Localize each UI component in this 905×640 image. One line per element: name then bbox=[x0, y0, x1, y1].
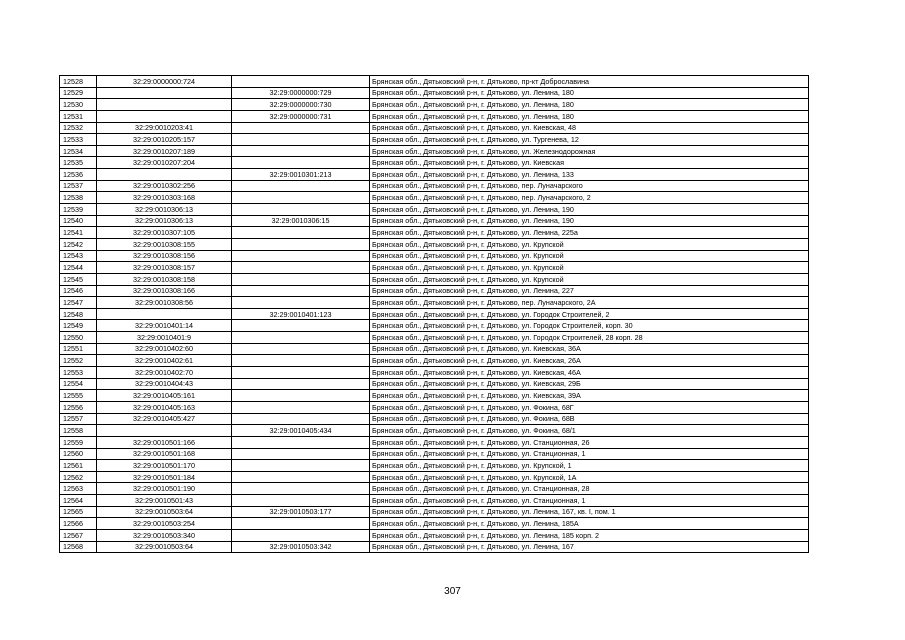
table-row bbox=[60, 250, 809, 262]
related-cadastral-number-cell bbox=[232, 518, 370, 530]
related-cadastral-number-cell bbox=[232, 180, 370, 192]
row-number-cell: 12568 bbox=[60, 541, 97, 553]
table-row bbox=[60, 425, 809, 437]
related-cadastral-number-cell bbox=[232, 320, 370, 332]
row-number-cell: 12548 bbox=[60, 308, 97, 320]
table-row bbox=[60, 483, 809, 495]
related-cadastral-number-cell: 32:29:0010301:213 bbox=[232, 169, 370, 181]
cadastral-number-cell: 32:29:0010308:158 bbox=[97, 273, 232, 285]
address-cell: Брянская обл., Дятьковский р-н, г. Дятьково, ул. Крупской, 1 bbox=[370, 460, 809, 472]
address-cell: Брянская обл., Дятьковский р-н, г. Дятьково, ул. Ленина, 167 bbox=[370, 541, 809, 553]
address-cell: Брянская обл., Дятьковский р-н, г. Дятьково, ул. Киевская, 29Б bbox=[370, 378, 809, 390]
row-number-cell: 12529 bbox=[60, 87, 97, 99]
cadastral-number-cell: 32:29:0010402:70 bbox=[97, 367, 232, 379]
table-row bbox=[60, 134, 809, 146]
address-cell: Брянская обл., Дятьковский р-н, г. Дятьково, ул. Киевская, 46А bbox=[370, 367, 809, 379]
cadastral-number-cell: 32:29:0010503:254 bbox=[97, 518, 232, 530]
cadastral-number-cell: 32:29:0010307:105 bbox=[97, 227, 232, 239]
row-number-cell: 12530 bbox=[60, 99, 97, 111]
related-cadastral-number-cell bbox=[232, 378, 370, 390]
address-cell: Брянская обл., Дятьковский р-н, г. Дятьково, ул. Ленина, 190 bbox=[370, 204, 809, 216]
row-number-cell: 12560 bbox=[60, 448, 97, 460]
table-row bbox=[60, 413, 809, 425]
table-row bbox=[60, 262, 809, 274]
related-cadastral-number-cell: 32:29:0010401:123 bbox=[232, 308, 370, 320]
cadastral-number-cell bbox=[97, 169, 232, 181]
cadastral-number-cell: 32:29:0010308:56 bbox=[97, 297, 232, 309]
related-cadastral-number-cell bbox=[232, 460, 370, 472]
related-cadastral-number-cell bbox=[232, 250, 370, 262]
row-number-cell: 12541 bbox=[60, 227, 97, 239]
row-number-cell: 12552 bbox=[60, 355, 97, 367]
address-cell: Брянская обл., Дятьковский р-н, г. Дятьково, ул. Ленина, 167, кв. I, пом. 1 bbox=[370, 506, 809, 518]
address-cell: Брянская обл., Дятьковский р-н, г. Дятьково, пер. Луначарского, 2 bbox=[370, 192, 809, 204]
address-cell: Брянская обл., Дятьковский р-н, г. Дятьково, ул. Городок Строителей, 28 корп. 28 bbox=[370, 332, 809, 344]
cadastral-number-cell: 32:29:0010402:61 bbox=[97, 355, 232, 367]
row-number-cell: 12558 bbox=[60, 425, 97, 437]
cadastral-number-cell: 32:29:0010501:170 bbox=[97, 460, 232, 472]
table-row bbox=[60, 471, 809, 483]
table-row bbox=[60, 273, 809, 285]
related-cadastral-number-cell: 32:29:0010405:434 bbox=[232, 425, 370, 437]
row-number-cell: 12564 bbox=[60, 495, 97, 507]
related-cadastral-number-cell: 32:29:0010503:177 bbox=[232, 506, 370, 518]
related-cadastral-number-cell bbox=[232, 238, 370, 250]
address-cell: Брянская обл., Дятьковский р-н, г. Дятьково, ул. Ленина, 227 bbox=[370, 285, 809, 297]
address-cell: Брянская обл., Дятьковский р-н, г. Дятьково, ул. Киевская, 36А bbox=[370, 343, 809, 355]
cadastral-number-cell: 32:29:0010501:190 bbox=[97, 483, 232, 495]
related-cadastral-number-cell bbox=[232, 262, 370, 274]
row-number-cell: 12546 bbox=[60, 285, 97, 297]
table-row bbox=[60, 541, 809, 553]
table-row bbox=[60, 436, 809, 448]
cadastral-number-cell: 32:29:0010306:13 bbox=[97, 204, 232, 216]
cadastral-number-cell: 32:29:0010308:157 bbox=[97, 262, 232, 274]
row-number-cell: 12545 bbox=[60, 273, 97, 285]
related-cadastral-number-cell bbox=[232, 285, 370, 297]
row-number-cell: 12559 bbox=[60, 436, 97, 448]
table-row bbox=[60, 157, 809, 169]
related-cadastral-number-cell bbox=[232, 367, 370, 379]
row-number-cell: 12528 bbox=[60, 76, 97, 88]
address-cell: Брянская обл., Дятьковский р-н, г. Дятьково, ул. Фокина, 68/1 bbox=[370, 425, 809, 437]
row-number-cell: 12535 bbox=[60, 157, 97, 169]
cadastral-number-cell: 32:29:0010308:156 bbox=[97, 250, 232, 262]
table-row bbox=[60, 460, 809, 472]
row-number-cell: 12536 bbox=[60, 169, 97, 181]
address-cell: Брянская обл., Дятьковский р-н, г. Дятьково, ул. Станционная, 1 bbox=[370, 495, 809, 507]
related-cadastral-number-cell bbox=[232, 529, 370, 541]
table-row bbox=[60, 343, 809, 355]
cadastral-number-cell bbox=[97, 87, 232, 99]
row-number-cell: 12567 bbox=[60, 529, 97, 541]
row-number-cell: 12539 bbox=[60, 204, 97, 216]
related-cadastral-number-cell bbox=[232, 227, 370, 239]
address-cell: Брянская обл., Дятьковский р-н, г. Дятьково, ул. Киевская, 39А bbox=[370, 390, 809, 402]
row-number-cell: 12555 bbox=[60, 390, 97, 402]
table-row bbox=[60, 192, 809, 204]
row-number-cell: 12537 bbox=[60, 180, 97, 192]
address-cell: Брянская обл., Дятьковский р-н, г. Дятьково, ул. Крупской bbox=[370, 250, 809, 262]
address-cell: Брянская обл., Дятьковский р-н, г. Дятьково, ул. Ленина, 180 bbox=[370, 99, 809, 111]
table-row bbox=[60, 320, 809, 332]
address-cell: Брянская обл., Дятьковский р-н, г. Дятьково, ул. Крупской bbox=[370, 262, 809, 274]
row-number-cell: 12566 bbox=[60, 518, 97, 530]
related-cadastral-number-cell bbox=[232, 297, 370, 309]
cadastral-number-cell: 32:29:0010401:14 bbox=[97, 320, 232, 332]
cadastral-number-cell: 32:29:0010306:13 bbox=[97, 215, 232, 227]
related-cadastral-number-cell bbox=[232, 204, 370, 216]
address-cell: Брянская обл., Дятьковский р-н, г. Дятьково, ул. Ленина, 225а bbox=[370, 227, 809, 239]
row-number-cell: 12533 bbox=[60, 134, 97, 146]
page-number: 307 bbox=[444, 586, 461, 597]
address-cell: Брянская обл., Дятьковский р-н, г. Дятьково, ул. Городок Строителей, корп. 30 bbox=[370, 320, 809, 332]
related-cadastral-number-cell bbox=[232, 390, 370, 402]
address-cell: Брянская обл., Дятьковский р-н, г. Дятьково, ул. Ленина, 185А bbox=[370, 518, 809, 530]
row-number-cell: 12540 bbox=[60, 215, 97, 227]
related-cadastral-number-cell bbox=[232, 343, 370, 355]
row-number-cell: 12557 bbox=[60, 413, 97, 425]
row-number-cell: 12531 bbox=[60, 110, 97, 122]
row-number-cell: 12543 bbox=[60, 250, 97, 262]
address-cell: Брянская обл., Дятьковский р-н, г. Дятьково, ул. Фокина, 68Г bbox=[370, 401, 809, 413]
related-cadastral-number-cell bbox=[232, 192, 370, 204]
address-cell: Брянская обл., Дятьковский р-н, г. Дятьково, ул. Станционная, 26 bbox=[370, 436, 809, 448]
cadastral-number-cell: 32:29:0010501:43 bbox=[97, 495, 232, 507]
table-body bbox=[60, 76, 809, 553]
row-number-cell: 12554 bbox=[60, 378, 97, 390]
table-row bbox=[60, 110, 809, 122]
address-cell: Брянская обл., Дятьковский р-н, г. Дятьково, ул. Киевская bbox=[370, 157, 809, 169]
table-row bbox=[60, 378, 809, 390]
cadastral-number-cell: 32:29:0010501:184 bbox=[97, 471, 232, 483]
cadastral-number-cell: 32:29:0010503:64 bbox=[97, 541, 232, 553]
address-cell: Брянская обл., Дятьковский р-н, г. Дятьково, пр-кт Доброславина bbox=[370, 76, 809, 88]
row-number-cell: 12553 bbox=[60, 367, 97, 379]
related-cadastral-number-cell: 32:29:0010306:15 bbox=[232, 215, 370, 227]
cadastral-number-cell: 32:29:0010503:340 bbox=[97, 529, 232, 541]
address-cell: Брянская обл., Дятьковский р-н, г. Дятьково, ул. Ленина, 190 bbox=[370, 215, 809, 227]
cadastral-number-cell: 32:29:0010303:168 bbox=[97, 192, 232, 204]
related-cadastral-number-cell bbox=[232, 436, 370, 448]
cadastral-number-cell: 32:29:0010205:157 bbox=[97, 134, 232, 146]
table-row bbox=[60, 401, 809, 413]
table-row bbox=[60, 204, 809, 216]
table-row bbox=[60, 169, 809, 181]
table-row bbox=[60, 390, 809, 402]
related-cadastral-number-cell bbox=[232, 134, 370, 146]
row-number-cell: 12532 bbox=[60, 122, 97, 134]
row-number-cell: 12561 bbox=[60, 460, 97, 472]
cadastral-number-cell: 32:29:0010405:161 bbox=[97, 390, 232, 402]
address-cell: Брянская обл., Дятьковский р-н, г. Дятьково, ул. Крупской, 1А bbox=[370, 471, 809, 483]
cadastral-number-cell bbox=[97, 308, 232, 320]
table-row bbox=[60, 448, 809, 460]
row-number-cell: 12549 bbox=[60, 320, 97, 332]
table-row bbox=[60, 122, 809, 134]
address-cell: Брянская обл., Дятьковский р-н, г. Дятьково, ул. Крупской bbox=[370, 238, 809, 250]
cadastral-number-cell: 32:29:0010401:9 bbox=[97, 332, 232, 344]
row-number-cell: 12551 bbox=[60, 343, 97, 355]
related-cadastral-number-cell: 32:29:0010503:342 bbox=[232, 541, 370, 553]
address-cell: Брянская обл., Дятьковский р-н, г. Дятьково, ул. Ленина, 180 bbox=[370, 87, 809, 99]
table-row bbox=[60, 180, 809, 192]
cadastral-number-cell: 32:29:0010501:166 bbox=[97, 436, 232, 448]
cadastral-number-cell bbox=[97, 99, 232, 111]
table-row bbox=[60, 227, 809, 239]
related-cadastral-number-cell bbox=[232, 483, 370, 495]
related-cadastral-number-cell bbox=[232, 401, 370, 413]
related-cadastral-number-cell: 32:29:0000000:731 bbox=[232, 110, 370, 122]
table-row bbox=[60, 367, 809, 379]
related-cadastral-number-cell bbox=[232, 495, 370, 507]
register-table bbox=[59, 75, 809, 553]
related-cadastral-number-cell bbox=[232, 413, 370, 425]
address-cell: Брянская обл., Дятьковский р-н, г. Дятьково, ул. Железнодорожная bbox=[370, 145, 809, 157]
related-cadastral-number-cell bbox=[232, 157, 370, 169]
cadastral-number-cell bbox=[97, 425, 232, 437]
cadastral-number-cell: 32:29:0010302:256 bbox=[97, 180, 232, 192]
row-number-cell: 12534 bbox=[60, 145, 97, 157]
address-cell: Брянская обл., Дятьковский р-н, г. Дятьково, пер. Луначарского, 2А bbox=[370, 297, 809, 309]
address-cell: Брянская обл., Дятьковский р-н, г. Дятьково, ул. Крупской bbox=[370, 273, 809, 285]
table-row bbox=[60, 332, 809, 344]
row-number-cell: 12556 bbox=[60, 401, 97, 413]
related-cadastral-number-cell bbox=[232, 76, 370, 88]
table-row bbox=[60, 76, 809, 88]
address-cell: Брянская обл., Дятьковский р-н, г. Дятьково, ул. Городок Строителей, 2 bbox=[370, 308, 809, 320]
related-cadastral-number-cell bbox=[232, 332, 370, 344]
row-number-cell: 12538 bbox=[60, 192, 97, 204]
table-row bbox=[60, 506, 809, 518]
address-cell: Брянская обл., Дятьковский р-н, г. Дятьково, ул. Ленина, 133 bbox=[370, 169, 809, 181]
table-row bbox=[60, 145, 809, 157]
table-row bbox=[60, 495, 809, 507]
table-row bbox=[60, 529, 809, 541]
table-row bbox=[60, 215, 809, 227]
cadastral-number-cell: 32:29:0010203:41 bbox=[97, 122, 232, 134]
address-cell: Брянская обл., Дятьковский р-н, г. Дятьково, ул. Ленина, 180 bbox=[370, 110, 809, 122]
cadastral-number-cell: 32:29:0010405:427 bbox=[97, 413, 232, 425]
related-cadastral-number-cell: 32:29:0000000:730 bbox=[232, 99, 370, 111]
table-row bbox=[60, 238, 809, 250]
row-number-cell: 12547 bbox=[60, 297, 97, 309]
address-cell: Брянская обл., Дятьковский р-н, г. Дятьково, ул. Киевская, 26А bbox=[370, 355, 809, 367]
address-cell: Брянская обл., Дятьковский р-н, г. Дятьково, ул. Тургенева, 12 bbox=[370, 134, 809, 146]
table-row bbox=[60, 87, 809, 99]
table-row bbox=[60, 308, 809, 320]
address-cell: Брянская обл., Дятьковский р-н, г. Дятьково, ул. Киевская, 48 bbox=[370, 122, 809, 134]
related-cadastral-number-cell bbox=[232, 145, 370, 157]
related-cadastral-number-cell bbox=[232, 122, 370, 134]
cadastral-number-cell: 32:29:0010503:64 bbox=[97, 506, 232, 518]
cadastral-number-cell: 32:29:0010501:168 bbox=[97, 448, 232, 460]
table-row bbox=[60, 518, 809, 530]
table-row bbox=[60, 355, 809, 367]
cadastral-number-cell: 32:29:0010308:166 bbox=[97, 285, 232, 297]
related-cadastral-number-cell bbox=[232, 273, 370, 285]
address-cell: Брянская обл., Дятьковский р-н, г. Дятьково, ул. Фокина, 68В bbox=[370, 413, 809, 425]
table-row bbox=[60, 297, 809, 309]
table-row bbox=[60, 99, 809, 111]
cadastral-number-cell: 32:29:0010207:204 bbox=[97, 157, 232, 169]
table-row bbox=[60, 285, 809, 297]
cadastral-number-cell: 32:29:0010308:155 bbox=[97, 238, 232, 250]
cadastral-number-cell: 32:29:0010404:43 bbox=[97, 378, 232, 390]
address-cell: Брянская обл., Дятьковский р-н, г. Дятьково, ул. Станционная, 28 bbox=[370, 483, 809, 495]
row-number-cell: 12544 bbox=[60, 262, 97, 274]
address-cell: Брянская обл., Дятьковский р-н, г. Дятьково, ул. Ленина, 185 корп. 2 bbox=[370, 529, 809, 541]
row-number-cell: 12562 bbox=[60, 471, 97, 483]
cadastral-number-cell bbox=[97, 110, 232, 122]
related-cadastral-number-cell bbox=[232, 448, 370, 460]
row-number-cell: 12563 bbox=[60, 483, 97, 495]
related-cadastral-number-cell: 32:29:0000000:729 bbox=[232, 87, 370, 99]
address-cell: Брянская обл., Дятьковский р-н, г. Дятьково, пер. Луначарского bbox=[370, 180, 809, 192]
address-cell: Брянская обл., Дятьковский р-н, г. Дятьково, ул. Станционная, 1 bbox=[370, 448, 809, 460]
related-cadastral-number-cell bbox=[232, 355, 370, 367]
cadastral-number-cell: 32:29:0000000:724 bbox=[97, 76, 232, 88]
related-cadastral-number-cell bbox=[232, 471, 370, 483]
cadastral-number-cell: 32:29:0010207:189 bbox=[97, 145, 232, 157]
cadastral-number-cell: 32:29:0010405:163 bbox=[97, 401, 232, 413]
row-number-cell: 12550 bbox=[60, 332, 97, 344]
row-number-cell: 12542 bbox=[60, 238, 97, 250]
row-number-cell: 12565 bbox=[60, 506, 97, 518]
cadastral-number-cell: 32:29:0010402:60 bbox=[97, 343, 232, 355]
